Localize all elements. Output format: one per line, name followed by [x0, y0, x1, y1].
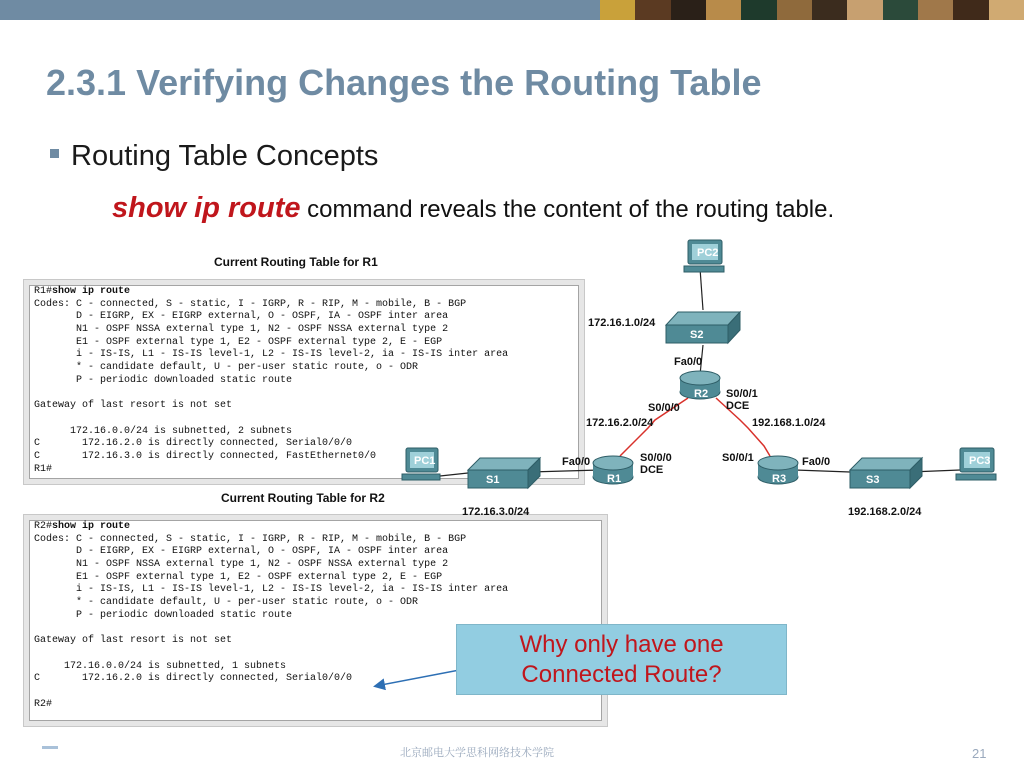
page-number: 21: [972, 746, 987, 761]
terminal-line: 172.16.0.0/24 is subnetted, 1 subnets: [34, 660, 287, 672]
switch-s3-icon: [850, 458, 922, 488]
footer-logo: [42, 746, 58, 749]
r3-s001-label: S0/0/1: [722, 452, 754, 464]
slide-title: 2.3.1 Verifying Changes the Routing Table: [46, 62, 762, 103]
terminal-line: Gateway of last resort is not set: [34, 400, 233, 412]
terminal-line: * - candidate default, U - per-user static route, o - ODR: [34, 597, 419, 609]
network-label-172-16-2: 172.16.2.0/24: [586, 417, 654, 429]
terminal-line: D - EIGRP, EX - EIGRP external, O - OSPF, IA - OSPF inter area: [34, 546, 449, 558]
r1-dce-label: DCE: [640, 464, 664, 476]
pc1-label: PC1: [414, 455, 436, 467]
terminal-line: P - periodic downloaded static route: [34, 609, 293, 621]
network-label-172-16-3: 172.16.3.0/24: [462, 506, 530, 518]
callout-line-2: Connected Route?: [521, 660, 722, 688]
r2-dce-label: DCE: [726, 400, 750, 412]
r2-table-caption: Current Routing Table for R2: [221, 491, 385, 505]
terminal-line: * - candidate default, U - per-user static route, o - ODR: [34, 362, 419, 374]
r2-s001-label: S0/0/1: [726, 388, 758, 400]
s3-label: S3: [866, 474, 880, 486]
terminal-line: E1 - OSPF external type 1, E2 - OSPF external type 2, E - EGP: [34, 571, 443, 583]
terminal-line: E1 - OSPF external type 1, E2 - OSPF external type 2, E - EGP: [34, 336, 443, 348]
link-r3-s3: [795, 470, 850, 472]
pc3-label: PC3: [969, 455, 991, 467]
link-s1-pc1: [440, 473, 468, 476]
r3-label: R3: [772, 473, 787, 485]
terminal-line: C 172.16.2.0 is directly connected, Serial0/0/0: [34, 673, 353, 685]
switch-s1-icon: [468, 458, 540, 488]
network-label-192-168-1: 192.168.1.0/24: [752, 417, 826, 429]
callout-box: [456, 624, 787, 695]
terminal-line: Gateway of last resort is not set: [34, 635, 233, 647]
terminal-line: i - IS-IS, L1 - IS-IS level-1, L2 - IS-IS level-2, ia - IS-IS inter area: [34, 349, 509, 361]
terminal-line: Codes: C - connected, S - static, I - IGRP, R - RIP, M - mobile, B - BGP: [34, 533, 467, 545]
r2-s000-label: S0/0/0: [648, 402, 680, 414]
terminal-line: R1#show ip route: [34, 286, 131, 297]
command-description: command reveals the content of the routing table.: [300, 196, 835, 223]
r1-table-caption: Current Routing Table for R1: [214, 255, 378, 269]
bullet-text: Routing Table Concepts: [71, 140, 379, 172]
terminal-line: C 172.16.2.0 is directly connected, Serial0/0/0: [34, 438, 353, 450]
terminal-line: i - IS-IS, L1 - IS-IS level-1, L2 - IS-IS level-2, ia - IS-IS inter area: [34, 584, 509, 596]
link-pc2-s2: [700, 268, 703, 310]
footer-text: 北京邮电大学思科网络技术学院: [400, 747, 554, 759]
r1-fa-label: Fa0/0: [562, 456, 591, 468]
s2-label: S2: [690, 329, 704, 341]
terminal-line: Codes: C - connected, S - static, I - IGRP, R - RIP, M - mobile, B - BGP: [34, 298, 467, 310]
terminal-line: 172.16.0.0/24 is subnetted, 2 subnets: [34, 425, 293, 437]
r1-label: R1: [607, 473, 622, 485]
r3-fa-label: Fa0/0: [802, 456, 831, 468]
r2-label: R2: [694, 388, 709, 400]
network-label-192-168-2: 192.168.2.0/24: [848, 506, 922, 518]
network-label-172-16-1: 172.16.1.0/24: [588, 317, 656, 329]
s1-label: S1: [486, 474, 500, 486]
callout-line-1: Why only have one: [519, 630, 724, 658]
terminal-line: N1 - OSPF NSSA external type 1, N2 - OSPF NSSA external type 2: [34, 559, 449, 571]
terminal-line: P - periodic downloaded static route: [34, 374, 293, 386]
r1-s000-label: S0/0/0: [640, 452, 672, 464]
terminal-line: D - EIGRP, EX - EIGRP external, O - OSPF, IA - OSPF inter area: [34, 311, 449, 323]
terminal-line: R1#: [34, 463, 53, 475]
pc2-label: PC2: [697, 247, 719, 259]
terminal-line: N1 - OSPF NSSA external type 1, N2 - OSPF NSSA external type 2: [34, 324, 449, 336]
r2-fa-label: Fa0/0: [674, 356, 703, 368]
terminal-line: C 172.16.3.0 is directly connected, FastEthernet0/0: [34, 450, 377, 462]
command-highlight: show ip route: [112, 192, 301, 224]
terminal-line: R2#show ip route: [34, 521, 131, 532]
terminal-line: R2#: [34, 698, 53, 710]
